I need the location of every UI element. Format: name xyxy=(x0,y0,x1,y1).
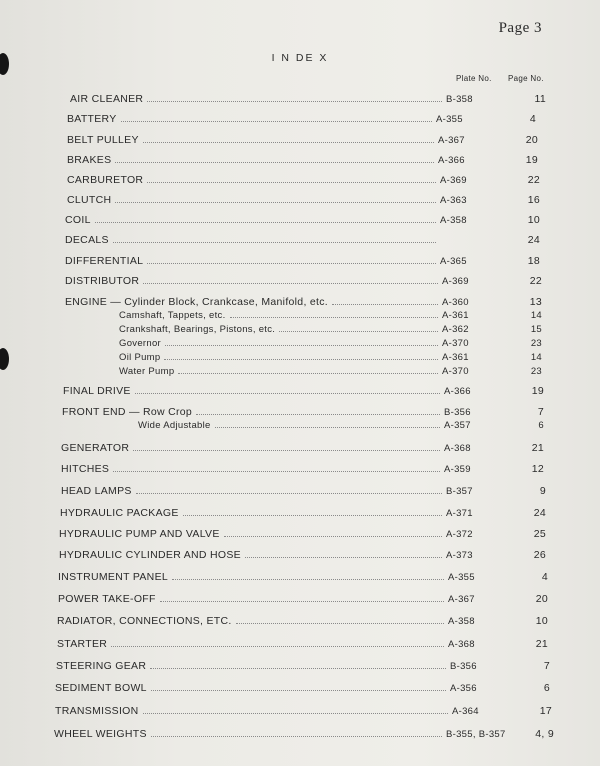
entry-page-number: 4, 9 xyxy=(535,728,554,740)
page-number: Page 3 xyxy=(498,20,542,36)
entry-label: Water Pump xyxy=(119,366,175,377)
entry-label: HYDRAULIC CYLINDER AND HOSE xyxy=(59,549,241,561)
entry-page-number: 9 xyxy=(539,485,546,497)
leader-dots xyxy=(230,308,438,318)
entry-label: COIL xyxy=(65,214,91,226)
index-entry xyxy=(61,441,544,457)
entry-plate-number: A-358 xyxy=(448,616,475,627)
entry-plate-number: A-369 xyxy=(442,276,469,287)
index-entry xyxy=(59,527,546,543)
leader-dots xyxy=(113,462,440,472)
entry-plate-number: A-372 xyxy=(446,529,473,540)
leader-dots xyxy=(143,133,434,143)
entry-plate-number: B-356 xyxy=(444,407,471,418)
index-entry xyxy=(65,233,540,249)
leader-dots xyxy=(196,405,440,415)
entry-page-number: 14 xyxy=(530,310,542,321)
entry-label: DISTRIBUTOR xyxy=(65,275,140,287)
entry-label: SEDIMENT BOWL xyxy=(55,682,147,694)
index-entry xyxy=(61,462,544,478)
entry-label: POWER TAKE-OFF xyxy=(58,593,156,605)
entry-page-number: 11 xyxy=(534,93,546,105)
entry-label: ENGINE — Cylinder Block, Crankcase, Manifold, etc. xyxy=(65,296,329,308)
leader-dots xyxy=(133,441,440,451)
entry-page-number: 10 xyxy=(535,615,548,627)
leader-dots xyxy=(136,484,442,494)
index-entry xyxy=(60,506,546,522)
index-entry xyxy=(70,92,546,108)
entry-plate-number: A-369 xyxy=(440,175,467,186)
entry-page-number: 22 xyxy=(529,275,542,287)
entry-label: Camshaft, Tappets, etc. xyxy=(119,310,226,321)
index-entry xyxy=(56,659,550,675)
entry-page-number: 6 xyxy=(538,420,544,431)
leader-dots xyxy=(183,506,442,516)
index-entry xyxy=(65,254,540,270)
entry-plate-number: A-357 xyxy=(444,420,471,431)
entry-page-number: 20 xyxy=(535,593,548,605)
entry-page-number: 4 xyxy=(541,571,548,583)
leader-dots xyxy=(164,350,438,360)
leader-dots xyxy=(151,681,446,691)
entry-label: TRANSMISSION xyxy=(55,705,139,717)
entry-plate-number: A-370 xyxy=(442,338,469,349)
entry-label: BRAKES xyxy=(67,154,112,166)
entry-label: RADIATOR, CONNECTIONS, ETC. xyxy=(57,615,232,627)
entry-plate-number: B-357 xyxy=(446,486,473,497)
entry-page-number: 23 xyxy=(530,366,542,377)
index-title: I N DE X xyxy=(271,52,329,64)
entry-label: DECALS xyxy=(65,234,109,246)
entry-plate-number: A-355 xyxy=(436,114,463,125)
leader-dots xyxy=(143,704,448,714)
index-entry xyxy=(59,548,546,564)
leader-dots xyxy=(236,614,444,624)
entry-page-number: 22 xyxy=(527,174,540,186)
index-entry xyxy=(67,133,538,149)
entry-label: HEAD LAMPS xyxy=(61,485,132,497)
entry-plate-number: B-358 xyxy=(446,94,473,105)
leader-dots xyxy=(135,384,440,394)
entry-page-number: 14 xyxy=(530,352,542,363)
entry-label: INSTRUMENT PANEL xyxy=(58,571,169,583)
entry-label: BELT PULLEY xyxy=(67,134,139,146)
leader-dots xyxy=(143,274,438,284)
entry-label: HYDRAULIC PACKAGE xyxy=(60,507,179,519)
leader-dots xyxy=(151,727,442,737)
entry-label: GENERATOR xyxy=(61,442,130,454)
index-entry xyxy=(55,681,550,697)
entry-page-number: 21 xyxy=(531,442,544,454)
leader-dots xyxy=(279,322,438,332)
index-entry xyxy=(67,153,538,169)
page-column-header: Page No. xyxy=(508,74,544,83)
leader-dots xyxy=(147,173,436,183)
index-entry xyxy=(54,727,554,743)
index-entry xyxy=(61,484,546,500)
entry-label: FINAL DRIVE xyxy=(63,385,131,397)
entry-page-number: 13 xyxy=(529,296,542,308)
entry-plate-number: A-373 xyxy=(446,550,473,561)
entry-label: STEERING GEAR xyxy=(56,660,147,672)
entry-page-number: 15 xyxy=(530,324,542,335)
entry-plate-number: A-365 xyxy=(440,256,467,267)
leader-dots xyxy=(172,570,444,580)
entry-plate-number: A-366 xyxy=(444,386,471,397)
entry-page-number: 7 xyxy=(543,660,550,672)
entry-plate-number: A-364 xyxy=(452,706,479,717)
entry-page-number: 12 xyxy=(531,463,544,475)
leader-dots xyxy=(115,193,436,203)
entry-page-number: 7 xyxy=(537,406,544,418)
entry-label: WHEEL WEIGHTS xyxy=(54,728,147,740)
entry-plate-number: A-363 xyxy=(440,195,467,206)
entry-plate-number: A-366 xyxy=(438,155,465,166)
entry-label: Governor xyxy=(119,338,162,349)
leader-dots xyxy=(160,592,444,602)
entry-page-number: 23 xyxy=(530,338,542,349)
entry-plate-number: A-368 xyxy=(444,443,471,454)
entry-plate-number: B-356 xyxy=(450,661,477,672)
entry-plate-number: A-356 xyxy=(450,683,477,694)
leader-dots xyxy=(224,527,442,537)
entry-label: HITCHES xyxy=(61,463,110,475)
entry-plate-number: A-358 xyxy=(440,215,467,226)
entry-label: Wide Adjustable xyxy=(138,420,211,431)
entry-plate-number: A-355 xyxy=(448,572,475,583)
entry-page-number: 20 xyxy=(525,134,538,146)
entry-plate-number: A-359 xyxy=(444,464,471,475)
entry-plate-number: A-367 xyxy=(438,135,465,146)
entry-label: Oil Pump xyxy=(119,352,161,363)
leader-dots xyxy=(215,418,440,428)
entry-label: DIFFERENTIAL xyxy=(65,255,144,267)
plate-column-header: Plate No. xyxy=(456,74,492,83)
entry-plate-number: A-361 xyxy=(442,352,469,363)
entry-label: CARBURETOR xyxy=(67,174,144,186)
entry-page-number: 19 xyxy=(531,385,544,397)
entry-plate-number: A-368 xyxy=(448,639,475,650)
index-entry xyxy=(67,193,540,209)
leader-dots xyxy=(147,254,436,264)
entry-page-number: 18 xyxy=(527,255,540,267)
leader-dots xyxy=(332,295,438,305)
leader-dots xyxy=(178,364,438,374)
index-entry xyxy=(119,364,542,380)
entry-label: BATTERY xyxy=(67,113,117,125)
index-entry xyxy=(65,274,542,290)
entry-page-number: 24 xyxy=(527,234,540,246)
entry-plate-number: A-362 xyxy=(442,324,469,335)
leader-dots xyxy=(121,112,432,122)
leader-dots xyxy=(245,548,442,558)
index-entry xyxy=(58,592,548,608)
leader-dots xyxy=(113,233,436,243)
entry-label: STARTER xyxy=(57,638,108,650)
entry-label: HYDRAULIC PUMP AND VALVE xyxy=(59,528,220,540)
index-entry xyxy=(57,637,548,653)
entry-plate-number: A-367 xyxy=(448,594,475,605)
index-entry xyxy=(138,418,544,434)
entry-page-number: 4 xyxy=(529,113,536,125)
entry-label: AIR CLEANER xyxy=(70,93,144,105)
entry-plate-number: A-361 xyxy=(442,310,469,321)
leader-dots xyxy=(165,336,438,346)
index-entry xyxy=(63,384,544,400)
entry-page-number: 17 xyxy=(539,705,552,717)
index-entry xyxy=(55,704,552,720)
entry-page-number: 10 xyxy=(527,214,540,226)
entry-label: FRONT END — Row Crop xyxy=(62,406,193,418)
entry-plate-number: A-360 xyxy=(442,297,469,308)
entry-plate-number: A-371 xyxy=(446,508,473,519)
index-entry xyxy=(65,213,540,229)
entry-plate-number: A-370 xyxy=(442,366,469,377)
leader-dots xyxy=(95,213,436,223)
entry-page-number: 24 xyxy=(533,507,546,519)
entry-page-number: 25 xyxy=(533,528,546,540)
entry-page-number: 26 xyxy=(533,549,546,561)
index-entry xyxy=(67,112,536,128)
entry-page-number: 21 xyxy=(535,638,548,650)
leader-dots xyxy=(111,637,444,647)
leader-dots xyxy=(115,153,434,163)
leader-dots xyxy=(150,659,446,669)
entry-plate-number: B-355, B-357 xyxy=(446,729,506,740)
index-entry xyxy=(57,614,548,630)
entry-label: Crankshaft, Bearings, Pistons, etc. xyxy=(119,324,276,335)
entry-page-number: 19 xyxy=(525,154,538,166)
entry-page-number: 16 xyxy=(527,194,540,206)
entry-label: CLUTCH xyxy=(67,194,112,206)
leader-dots xyxy=(147,92,442,102)
index-entry xyxy=(58,570,548,586)
entry-page-number: 6 xyxy=(543,682,550,694)
index-entry xyxy=(67,173,540,189)
